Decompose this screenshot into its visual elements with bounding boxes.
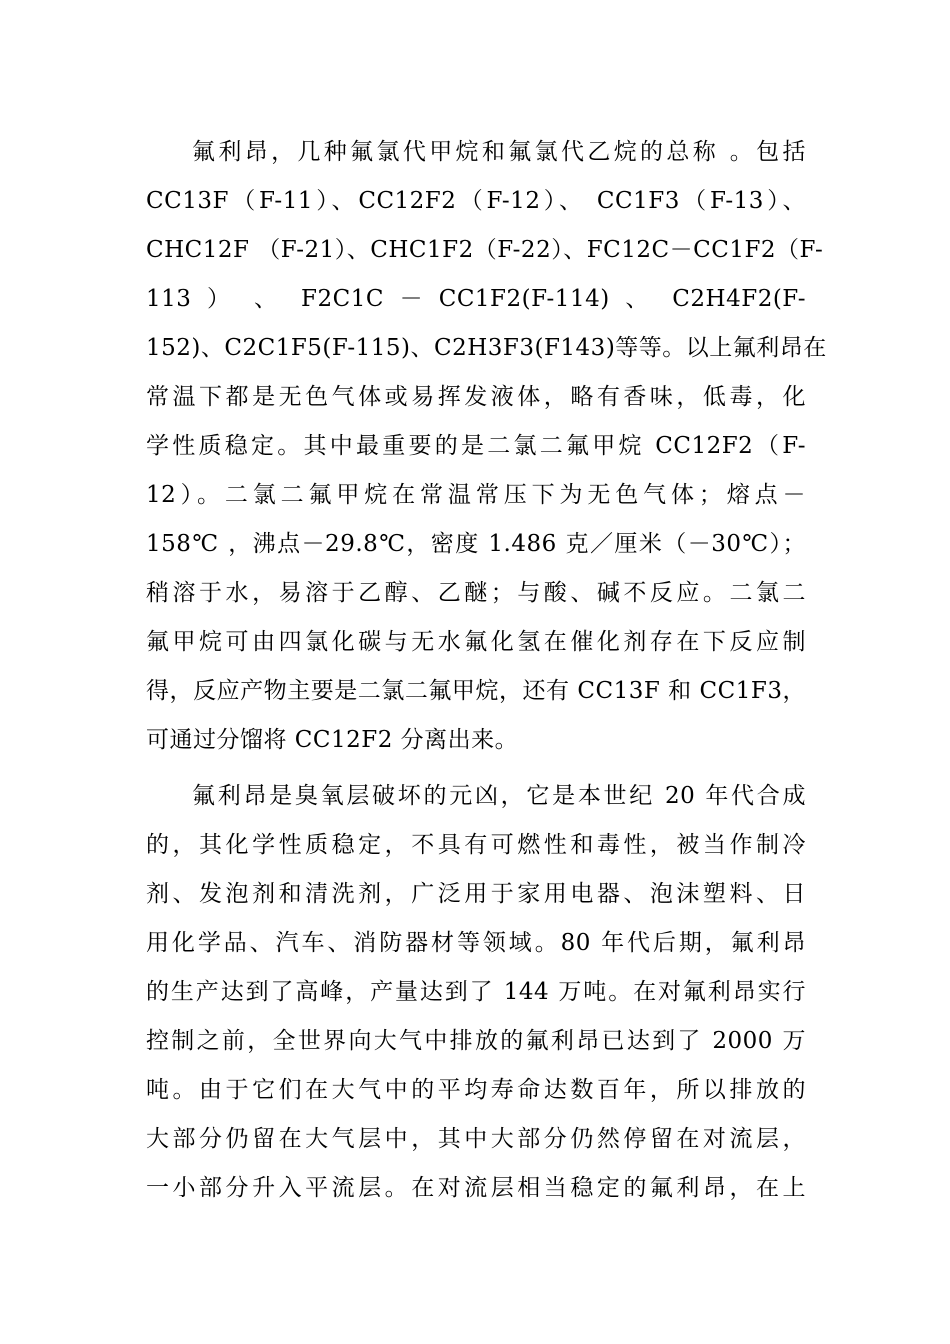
paragraph-line: 稍溶于水，易溶于乙醇、乙醚；与酸、碱不反应。二氯二 [146,580,806,606]
paragraph-line: 可通过分馏将 CC12F2 分离出来。 [146,727,519,753]
paragraph-2 [146,772,806,1213]
paragraph-line: 的，其化学性质稳定，不具有可燃性和毒性，被当作制冷 [146,832,806,858]
paragraph-line: 一小部分升入平流层。在对流层相当稳定的氟利昂，在上 [146,1175,806,1201]
paragraph-line: 控制之前，全世界向大气中排放的氟利昂已达到了 2000 万 [146,1028,806,1054]
paragraph-line: 剂、发泡剂和清洗剂，广泛用于家用电器、泡沫塑料、日 [146,881,806,907]
paragraph-line: 152)、C2C1F5(F-115)、C2H3F3(F143)等等。以上氟利昂在 [146,335,827,361]
paragraph-line: 158℃ ，沸点－29.8℃，密度 1.486 克／厘米（－30℃）； [146,531,806,557]
paragraph-line: 氟利昂，几种氟氯代甲烷和氟氯代乙烷的总称 。包括 [192,139,806,165]
paragraph-line: 得，反应产物主要是二氯二氟甲烷，还有 CC13F 和 CC1F3， [146,678,806,704]
paragraph-line: 大部分仍留在大气层中，其中大部分仍然停留在对流层， [146,1126,806,1152]
paragraph-line: 氟利昂是臭氧层破坏的元凶，它是本世纪 20 年代合成 [192,783,806,809]
paragraph-line: 常温下都是无色气体或易挥发液体，略有香味，低毒，化 [146,384,806,410]
paragraph-line: 12）。二氯二氟甲烷在常温常压下为无色气体；熔点－ [146,482,806,508]
paragraph-line: 的生产达到了高峰，产量达到了 144 万吨。在对氟利昂实行 [146,979,806,1005]
paragraph-1 [146,128,827,765]
paragraph-line: CHC12F （F-21）、CHC1F2（F-22）、FC12C－CC1F2（F- [146,237,824,263]
paragraph-line: 氟甲烷可由四氯化碳与无水氟化氢在催化剂存在下反应制 [146,629,806,655]
paragraph-line: 学性质稳定。其中最重要的是二氯二氟甲烷 CC12F2（F- [146,433,806,459]
paragraph-line: 吨。由于它们在大气中的平均寿命达数百年，所以排放的 [146,1077,806,1103]
paragraph-line: CC13F（F-11）、CC12F2（F-12）、 CC1F3（F-13）、 [146,188,806,214]
paragraph-line: 113 ） 、 F2C1C － CC1F2(F-114) 、 C2H4F2(F- [146,286,806,312]
paragraph-line: 用化学品、汽车、消防器材等领域。80 年代后期，氟利昂 [146,930,806,956]
